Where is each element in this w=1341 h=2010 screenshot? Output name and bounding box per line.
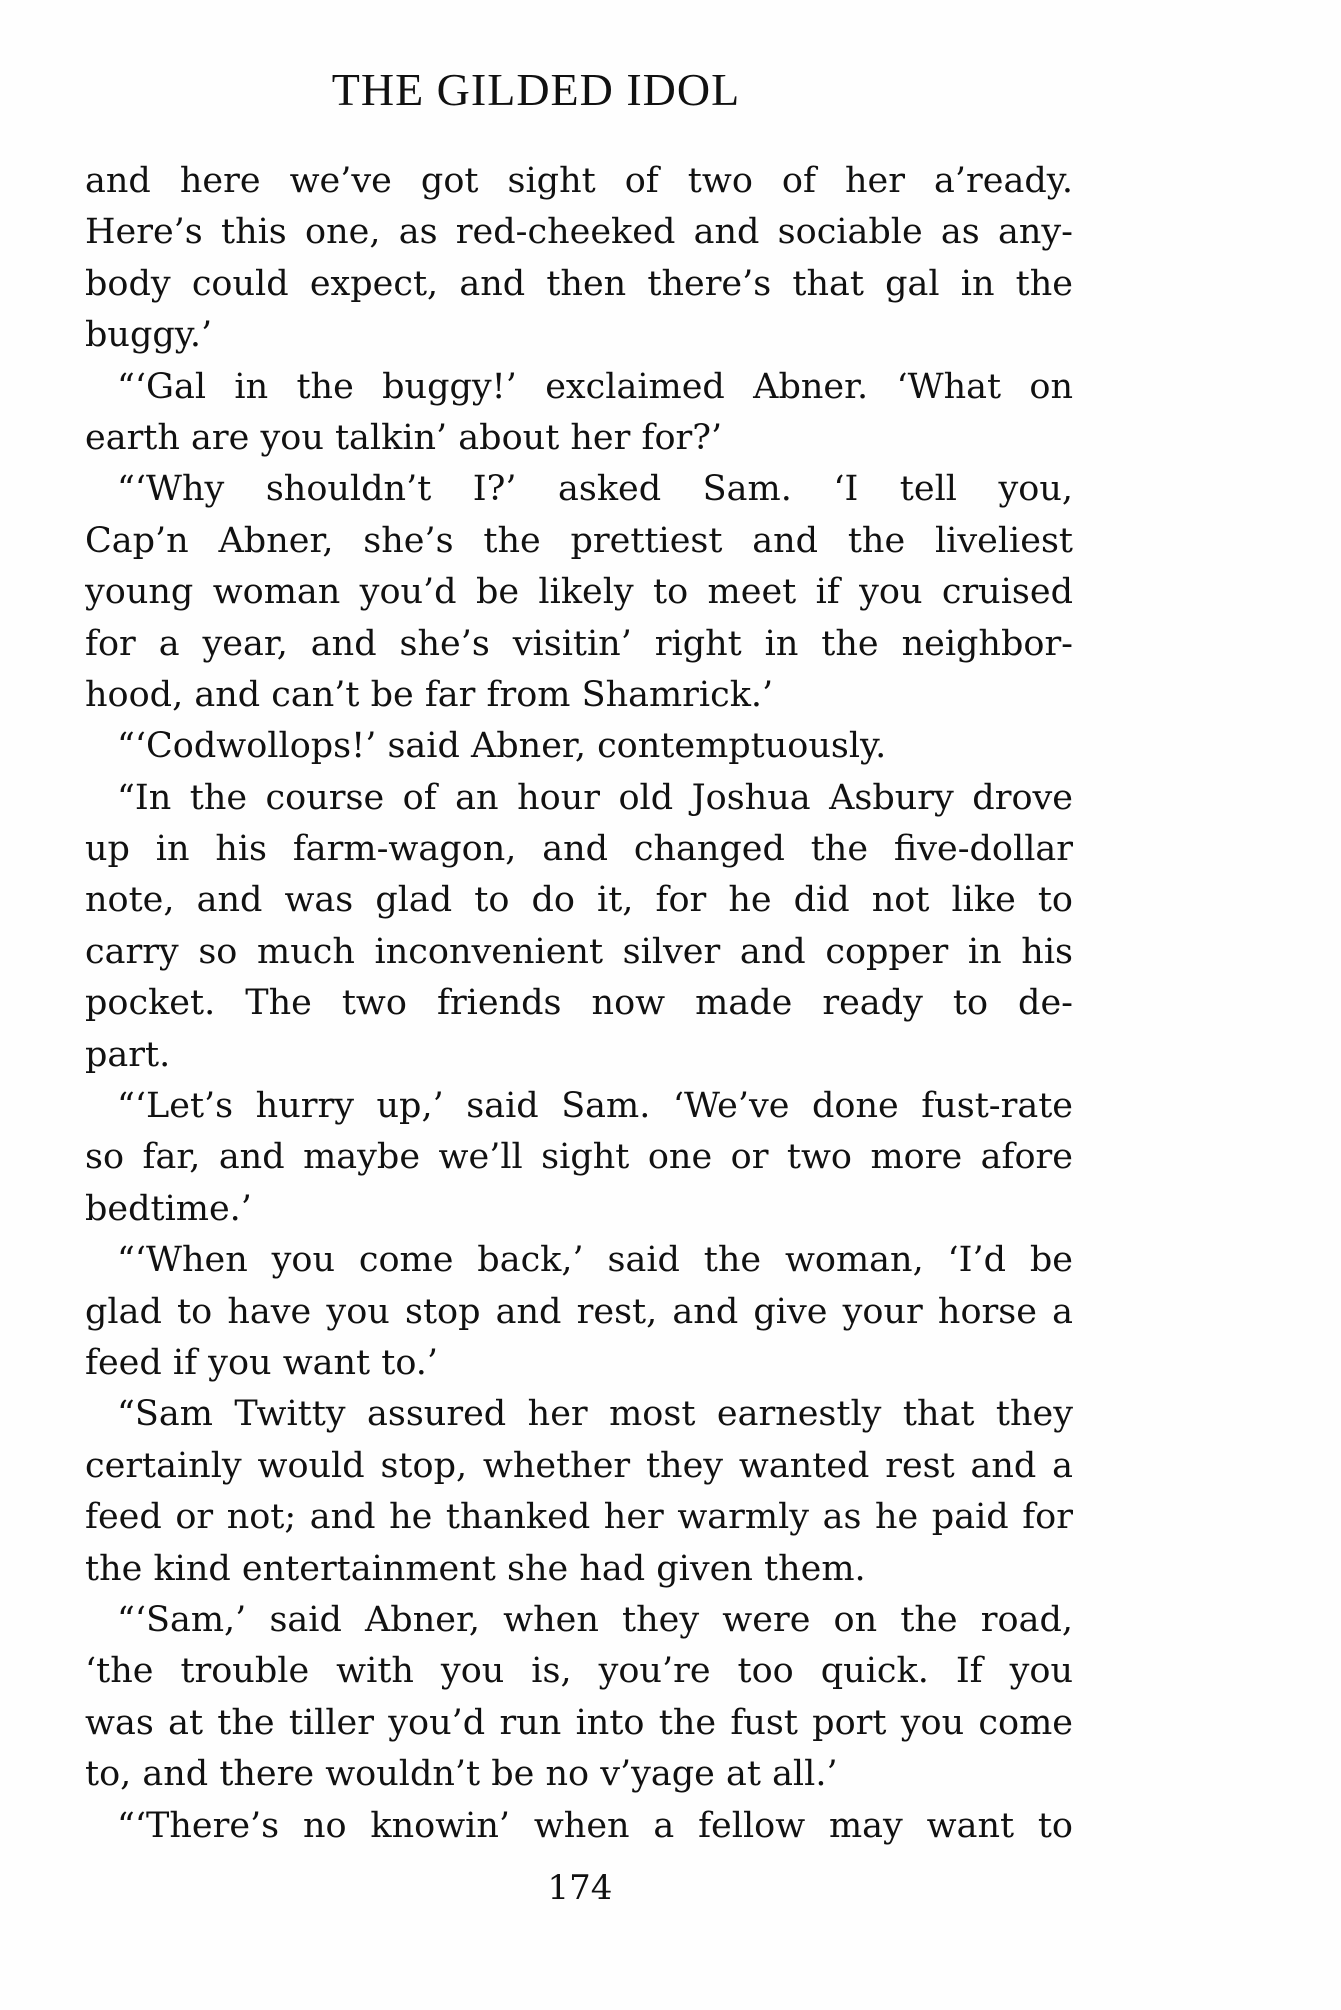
text-line: and here we’ve got sight of two of her a’ready. — [85, 161, 1073, 201]
text-line: ‘the trouble with you is, you’re too quick. If you — [85, 1651, 1073, 1692]
text-line: pocket. The two friends now made ready to de- — [85, 983, 1073, 1024]
body-text — [85, 156, 1073, 1852]
text-line: “‘Let’s hurry up,’ said Sam. ‘We’ve done fust-rate — [117, 1086, 1073, 1127]
text-line: to, and there wouldn’t be no v’yage at all.’ — [85, 1754, 838, 1795]
text-line: certainly would stop, whether they wanted rest and a — [85, 1445, 1073, 1486]
text-line: body could expect, and then there’s that gal in the — [85, 263, 1073, 304]
text-line: “‘When you come back,’ said the woman, ‘I’d be — [117, 1240, 1073, 1281]
text-line: glad to have you stop and rest, and give your horse a — [85, 1291, 1073, 1332]
text-line: buggy.’ — [85, 315, 213, 356]
text-line: hood, and can’t be far from Shamrick.’ — [85, 674, 774, 715]
text-line: part. — [85, 1034, 171, 1075]
text-line: so far, and maybe we’ll sight one or two more afore — [85, 1137, 1073, 1178]
text-line: Here’s this one, as red-cheeked and sociable as any- — [85, 212, 1073, 253]
text-line: the kind entertainment she had given them. — [85, 1548, 866, 1589]
text-line: “Sam Twitty assured her most earnestly that they — [117, 1394, 1073, 1435]
text-line: was at the tiller you’d run into the fust port you come — [85, 1702, 1073, 1743]
text-line: “‘Codwollops!’ said Abner, contemptuously. — [117, 726, 887, 767]
running-head: THE GILDED IDOL — [331, 64, 741, 115]
text-line: up in his farm-wagon, and changed the five-dollar — [85, 829, 1073, 870]
text-line: young woman you’d be likely to meet if you cruised — [85, 572, 1073, 613]
text-line: “‘Gal in the buggy!’ exclaimed Abner. ‘What on — [117, 366, 1073, 407]
text-line: bedtime.’ — [85, 1188, 252, 1229]
text-line: “‘Sam,’ said Abner, when they were on the road, — [117, 1599, 1073, 1640]
text-line: for a year, and she’s visitin’ right in the neighbor- — [85, 623, 1073, 664]
text-line: feed if you want to.’ — [85, 1342, 439, 1383]
text-line: Cap’n Abner, she’s the prettiest and the liveliest — [85, 520, 1073, 561]
text-line: “‘Why shouldn’t I?’ asked Sam. ‘I tell you, — [117, 469, 1073, 510]
text-line: note, and was glad to do it, for he did not like to — [85, 880, 1073, 921]
text-line: “In the course of an hour old Joshua Asbury drove — [117, 777, 1073, 818]
page-number: 174 — [547, 1868, 613, 1908]
text-line: earth are you talkin’ about her for?’ — [85, 417, 723, 458]
text-line: carry so much inconvenient silver and copper in his — [85, 931, 1073, 972]
text-line: feed or not; and he thanked her warmly as he paid for — [85, 1497, 1073, 1538]
text-line: “‘There’s no knowin’ when a fellow may want to — [117, 1805, 1073, 1846]
